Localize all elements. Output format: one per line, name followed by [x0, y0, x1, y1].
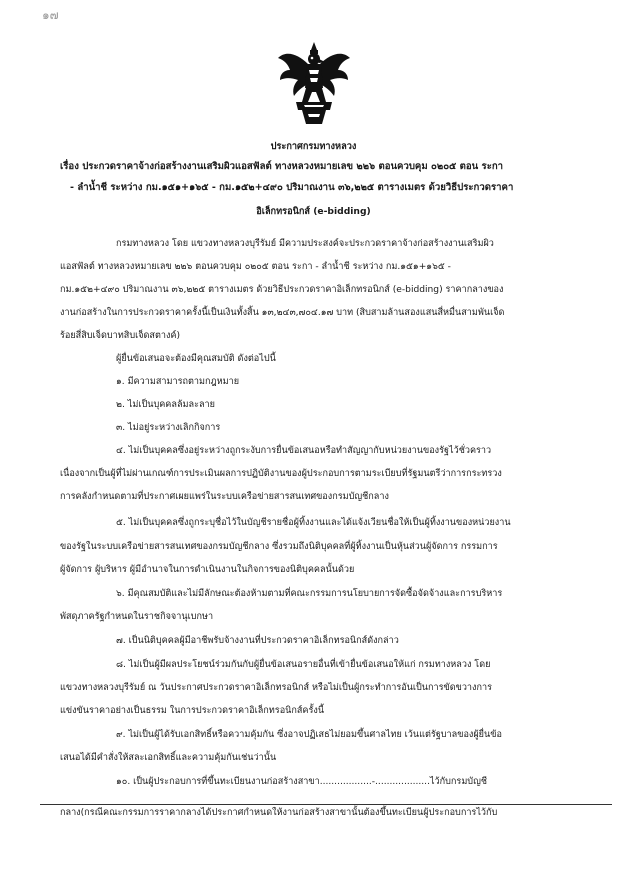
qualification-item: ๙. ไม่เป็นผู้ได้รับเอกสิทธิ์หรือความคุ้มกัน ซึ่งอาจปฏิเสธไม่ยอมขึ้นศาลไทย เว้นแต่รัฐบาลของผู้ยื่นข้อ — [116, 730, 502, 740]
subject-line-3: อิเล็กทรอนิกส์ (e-bidding) — [256, 206, 371, 217]
qualification-item: ๑๐. เป็นผู้ประกอบการที่ขึ้นทะเบียนงานก่อสร้างสาขา..................-...................ไว้กับกรมบัญชี — [116, 777, 488, 787]
body-line: พัสดุภาครัฐกำหนดในราชกิจจานุเบกษา — [60, 612, 214, 622]
body-line: แขวงทางหลวงบุรีรัมย์ ณ วันประกาศประกวดราคาอิเล็กทรอนิกส์ หรือไม่เป็นผู้กระทำการอันเป็นการขัดขวางการ — [60, 683, 492, 693]
body-line: ผู้จัดการ ผู้บริหาร ผู้มีอำนาจในการดำเนินงานในกิจการของนิติบุคคลนั้นด้วย — [60, 565, 355, 575]
body-line: การคลังกำหนดตามที่ประกาศเผยแพร่ในระบบเครือข่ายสารสนเทศของกรมบัญชีกลาง — [60, 492, 389, 502]
qualifications-intro: ผู้ยื่นข้อเสนอจะต้องมีคุณสมบัติ ดังต่อไปนี้ — [116, 354, 276, 364]
qualification-item: ๓. ไม่อยู่ระหว่างเลิกกิจการ — [116, 423, 221, 433]
footer-text: กลาง(กรณีคณะกรรมการราคากลางได้ประกาศกำหนดให้งานก่อสร้างสาขานั้นต้องขึ้นทะเบียนผู้ประกอบการไว้กับ — [60, 808, 498, 818]
body-line: แข่งขันราคาอย่างเป็นธรรม ในการประกวดราคาอิเล็กทรอนิกส์ครั้งนี้ — [60, 706, 325, 716]
body-line: เนื่องจากเป็นผู้ที่ไม่ผ่านเกณฑ์การประเมินผลการปฏิบัติงานของผู้ประกอบการตามระเบียบที่รัฐมนตรีว่าการกระทรวง — [60, 469, 502, 479]
subject-line-1: เรื่อง ประกวดราคาจ้างก่อสร้างงานเสริมผิวแอสฟัลต์ ทางหลวงหมายเลข ๒๒๖ ตอนควบคุม ๐๒๐๕ ตอน ระกา — [60, 161, 504, 172]
qualification-item: ๕. ไม่เป็นบุคคลซึ่งถูกระบุชื่อไว้ในบัญชีรายชื่อผู้ทิ้งงานและได้แจ้งเวียนชื่อให้เป็นผู้ทิ้งงานของหน่วยงาน — [116, 518, 511, 528]
body-line: แอสฟัลต์ ทางหลวงหมายเลข ๒๒๖ ตอนควบคุม ๐๒๐๕ ตอน ระกา - ลำน้ำชี ระหว่าง กม.๑๕๑+๑๖๕ - — [60, 262, 451, 272]
document-title: ประกาศกรมทางหลวง — [270, 141, 357, 152]
page-divider — [40, 804, 612, 805]
body-line: งานก่อสร้างในการประกวดราคาครั้งนี้เป็นเงินทั้งสิ้น ๑๓,๒๔๓,๗๐๔.๑๗ บาท (สิบสามล้านสองแสนสี่หมื่นสามพันเจ็ด — [60, 308, 505, 318]
qualification-item: ๑. มีความสามารถตามกฎหมาย — [116, 377, 240, 387]
body-line: ของรัฐในระบบเครือข่ายสารสนเทศของกรมบัญชีกลาง ซึ่งรวมถึงนิติบุคคลที่ผู้ทิ้งงานเป็นหุ้นส่วนผู้จัดการ กรรมการ — [60, 542, 498, 552]
body-line: เสนอได้มีคำสั่งให้สละเอกสิทธิ์และความคุ้มกันเช่นว่านั้น — [60, 753, 277, 763]
page-number: ๑๗ — [42, 8, 59, 22]
qualification-item: ๘. ไม่เป็นผู้มีผลประโยชน์ร่วมกันกับผู้ยื่นข้อเสนอรายอื่นที่เข้ายื่นข้อเสนอให้แก่ กรมทางหลวง โดย — [116, 660, 491, 670]
qualification-item: ๗. เป็นนิติบุคคลผู้มีอาชีพรับจ้างงานที่ประกวดราคาอิเล็กทรอนิกส์ดังกล่าว — [116, 636, 399, 646]
garuda-emblem-icon — [276, 40, 352, 126]
body-line: กรมทางหลวง โดย แขวงทางหลวงบุรีรัมย์ มีความประสงค์จะประกวดราคาจ้างก่อสร้างงานเสริมผิว — [116, 239, 494, 249]
qualification-item: ๖. มีคุณสมบัติและไม่มีลักษณะต้องห้ามตามที่คณะกรรมการนโยบายการจัดซื้อจัดจ้างและการบริหาร — [116, 589, 503, 599]
body-line: ร้อยสี่สิบเจ็ดบาทสิบเจ็ดสตางค์) — [60, 331, 181, 341]
subject-line-2: - ลำน้ำชี ระหว่าง กม.๑๕๑+๑๖๕ - กม.๑๕๒+๔๙๐ ปริมาณงาน ๓๖,๒๒๕ ตารางเมตร ด้วยวิธีประกวดราคา — [70, 182, 514, 193]
qualification-item: ๔. ไม่เป็นบุคคลซึ่งอยู่ระหว่างถูกระงับการยื่นข้อเสนอหรือทำสัญญากับหน่วยงานของรัฐไว้ชั่วคราว — [116, 446, 492, 456]
body-line: กม.๑๕๒+๔๙๐ ปริมาณงาน ๓๖,๒๒๕ ตารางเมตร ด้วยวิธีประกวดราคาอิเล็กทรอนิกส์ (e-bidding) ราคากลางของ — [60, 285, 504, 295]
qualification-item: ๒. ไม่เป็นบุคคลล้มละลาย — [116, 400, 215, 410]
